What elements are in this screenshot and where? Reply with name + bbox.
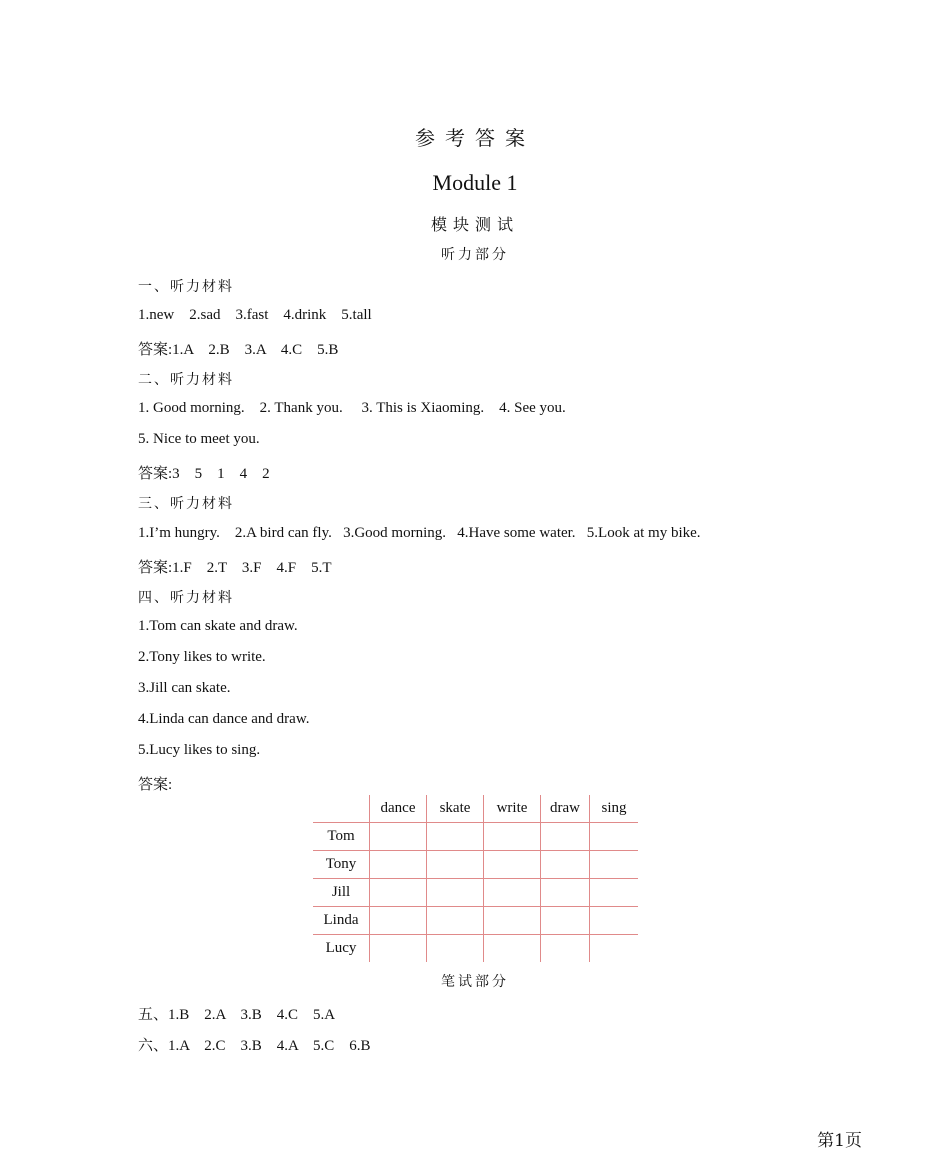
table-row xyxy=(313,879,638,907)
row-label: Linda xyxy=(313,907,370,935)
table-header-cell: skate xyxy=(427,795,484,823)
row-label: Tony xyxy=(313,851,370,879)
table-cell xyxy=(484,935,541,963)
table-header-row xyxy=(313,795,638,823)
table-cell xyxy=(541,935,590,963)
table-cell xyxy=(590,935,639,963)
table-header-cell xyxy=(313,795,370,823)
section-1-heading: 一、听力材料 xyxy=(138,279,234,295)
answer-table xyxy=(313,795,638,962)
section-4-answer-label: 答案: xyxy=(138,777,173,793)
section-3-heading: 三、听力材料 xyxy=(138,496,234,512)
section-4-item: 1.Tom can skate and draw. xyxy=(138,618,298,634)
table-cell xyxy=(370,851,427,879)
test-subtitle: 模块测试 xyxy=(430,215,519,234)
section-1-material: 1.new 2.sad 3.fast 4.drink 5.tall xyxy=(138,307,372,323)
table-row xyxy=(313,851,638,879)
table-cell xyxy=(590,851,639,879)
row-label: Jill xyxy=(313,879,370,907)
table-row xyxy=(313,935,638,963)
section-2-material-cont: 5. Nice to meet you. xyxy=(138,431,260,447)
section-5-answer: 五、1.B 2.A 3.B 4.C 5.A xyxy=(138,1007,336,1023)
section-3-answer: 答案:1.F 2.T 3.F 4.F 5.T xyxy=(138,560,332,576)
table-cell xyxy=(590,907,639,935)
listening-section-heading: 听力部分 xyxy=(441,247,509,263)
table-cell xyxy=(590,879,639,907)
table-header-cell: sing xyxy=(590,795,639,823)
table-cell xyxy=(370,879,427,907)
module-heading: Module 1 xyxy=(432,170,518,195)
table-header-cell: dance xyxy=(370,795,427,823)
section-3-material: 1.I’m hungry. 2.A bird can fly. 3.Good morning. 4.Have some water. 5.Look at my bike. xyxy=(138,525,701,541)
table-cell xyxy=(484,823,541,851)
table-header-cell: write xyxy=(484,795,541,823)
table-cell xyxy=(427,907,484,935)
section-2-material: 1. Good morning. 2. Thank you. 3. This is Xiaoming. 4. See you. xyxy=(138,400,566,416)
table-row xyxy=(313,823,638,851)
table-cell xyxy=(370,823,427,851)
table-cell xyxy=(370,935,427,963)
table-cell xyxy=(541,907,590,935)
table-cell xyxy=(370,907,427,935)
section-4-item: 2.Tony likes to write. xyxy=(138,649,266,665)
table-cell xyxy=(541,823,590,851)
table-cell xyxy=(427,935,484,963)
writing-section-heading: 笔试部分 xyxy=(441,974,509,990)
table-cell xyxy=(484,907,541,935)
page-number: 第1页 xyxy=(817,1131,862,1151)
section-6-answer: 六、1.A 2.C 3.B 4.A 5.C 6.B xyxy=(138,1038,371,1054)
section-2-answer: 答案:3 5 1 4 2 xyxy=(138,466,270,482)
section-4-item: 5.Lucy likes to sing. xyxy=(138,742,261,758)
table-header-cell: draw xyxy=(541,795,590,823)
section-4-heading: 四、听力材料 xyxy=(138,590,234,606)
section-2-heading: 二、听力材料 xyxy=(138,372,234,388)
section-1-answer: 答案:1.A 2.B 3.A 4.C 5.B xyxy=(138,342,339,358)
row-label: Lucy xyxy=(313,935,370,963)
page-title: 参考答案 xyxy=(415,126,535,150)
table-cell xyxy=(427,879,484,907)
section-4-item: 4.Linda can dance and draw. xyxy=(138,711,310,727)
table-cell xyxy=(590,823,639,851)
table-cell xyxy=(541,851,590,879)
table-cell xyxy=(484,879,541,907)
row-label: Tom xyxy=(313,823,370,851)
table-row xyxy=(313,907,638,935)
section-4-item: 3.Jill can skate. xyxy=(138,680,231,696)
table-cell xyxy=(541,879,590,907)
table-cell xyxy=(484,851,541,879)
table-cell xyxy=(427,823,484,851)
table-cell xyxy=(427,851,484,879)
